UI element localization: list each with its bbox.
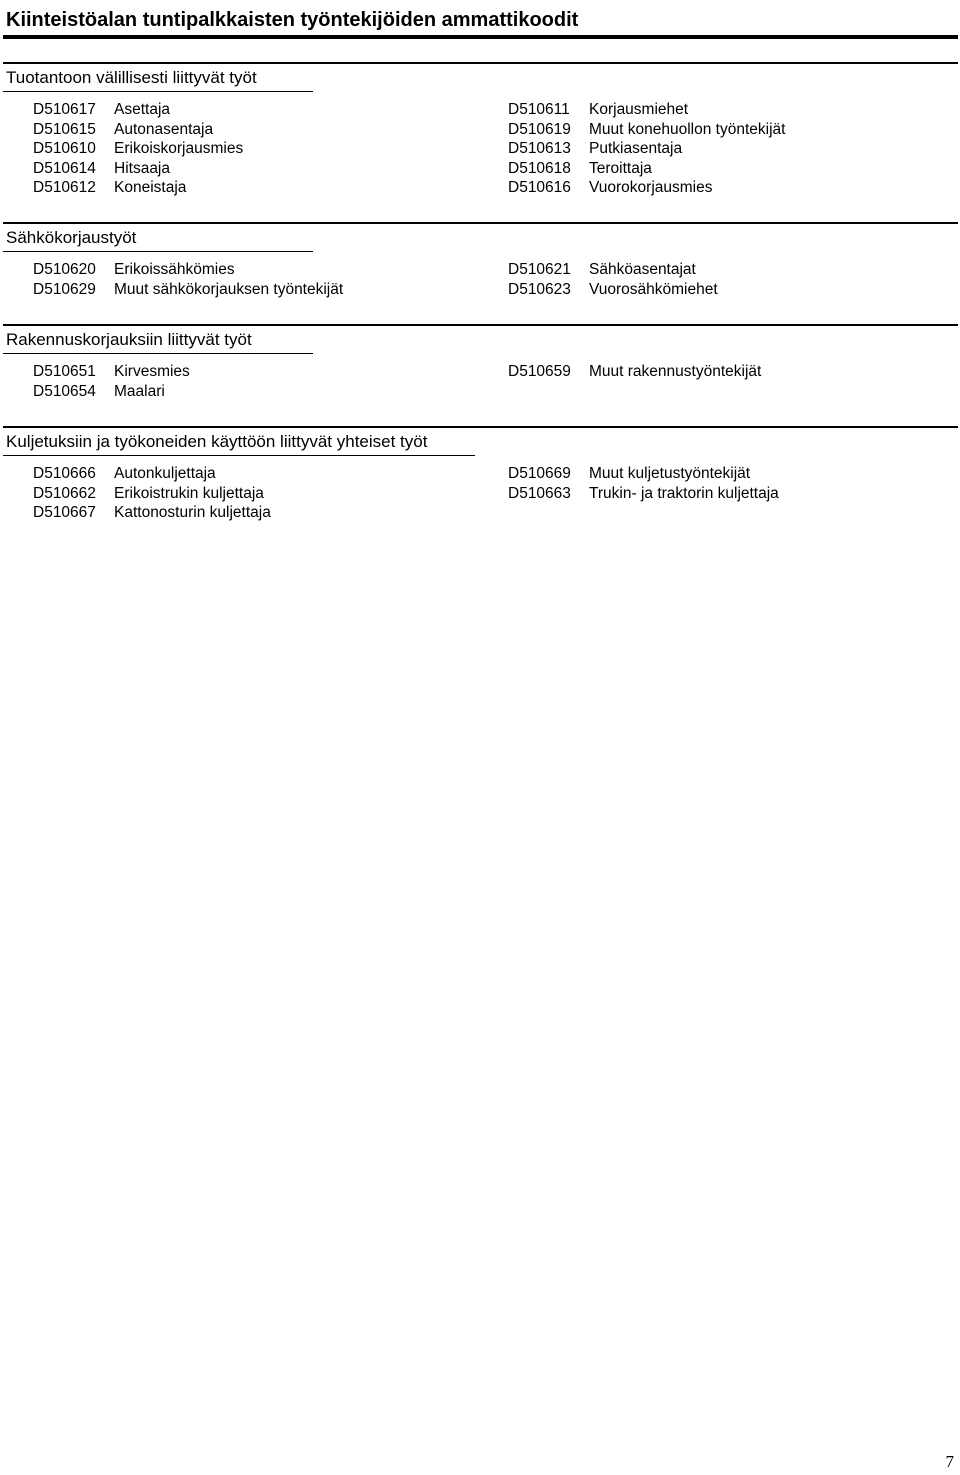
occupation-code: D510654: [33, 382, 96, 400]
list-item: [508, 100, 785, 120]
list-item: [508, 280, 718, 300]
section-divider: [3, 62, 958, 64]
occupation-label: Erikoiskorjausmies: [114, 140, 244, 157]
occupation-code: D510613: [508, 140, 571, 157]
section-transport-machinery: [3, 426, 958, 536]
occupation-code: D510662: [33, 484, 96, 502]
occupation-label: Trukin- ja traktorin kuljettaja: [589, 484, 779, 502]
list-item: [33, 484, 271, 504]
occupation-label: Kirvesmies: [114, 363, 190, 380]
occupation-label: Asettaja: [114, 101, 171, 118]
occupation-label: Putkiasentaja: [589, 140, 683, 157]
occupation-label: Autonkuljettaja: [114, 465, 216, 482]
occupation-label: Muut konehuollon työntekijät: [589, 120, 786, 138]
occupation-label: Hitsaaja: [114, 159, 170, 177]
occupation-label: Erikoistrukin kuljettaja: [114, 484, 264, 502]
list-item: [33, 139, 243, 159]
code-list-left: [33, 260, 343, 299]
list-item: [33, 100, 243, 120]
list-item: [508, 484, 779, 504]
occupation-label: Erikoissähkömies: [114, 261, 235, 278]
list-item: [33, 382, 190, 402]
heading-underline: [3, 251, 313, 252]
list-item: [33, 260, 343, 280]
list-item: [33, 159, 243, 179]
section-heading: Tuotantoon välillisesti liittyvät työt: [6, 68, 257, 87]
occupation-code: D510666: [33, 465, 96, 482]
code-list-right: [508, 260, 718, 299]
section-divider: [3, 324, 958, 326]
occupation-label: Sähköasentajat: [589, 261, 696, 278]
occupation-code: D510667: [33, 504, 96, 521]
section-heading: Rakennuskorjauksiin liittyvät työt: [6, 330, 252, 349]
occupation-code: D510669: [508, 465, 571, 482]
list-item: [508, 362, 761, 382]
occupation-label: Korjausmiehet: [589, 101, 689, 118]
code-list-left: [33, 464, 271, 523]
occupation-label: Koneistaja: [114, 179, 187, 196]
occupation-label: Muut kuljetustyöntekijät: [589, 465, 751, 482]
occupation-code: D510618: [508, 159, 571, 177]
section-divider: [3, 426, 958, 428]
list-item: [33, 178, 243, 198]
occupation-code: D510616: [508, 179, 571, 196]
list-item: [508, 159, 785, 179]
code-list-right: [508, 464, 779, 503]
occupation-label: Teroittaja: [589, 159, 652, 177]
occupation-code: D510623: [508, 280, 571, 298]
occupation-label: Autonasentaja: [114, 120, 214, 138]
occupation-code: D510659: [508, 363, 571, 380]
page-title: Kiinteistöalan tuntipalkkaisten työntekijöiden ammattikoodit: [6, 9, 579, 31]
heading-underline: [3, 455, 475, 456]
occupation-label: Kattonosturin kuljettaja: [114, 504, 271, 521]
occupation-code: D510617: [33, 101, 96, 118]
list-item: [508, 178, 785, 198]
occupation-code: D510611: [508, 101, 570, 118]
occupation-code: D510614: [33, 159, 96, 177]
occupation-code: D510615: [33, 120, 96, 138]
list-item: [33, 280, 343, 300]
occupation-code: D510663: [508, 484, 571, 502]
list-item: [33, 120, 243, 140]
list-item: [508, 139, 785, 159]
section-building-repair: [3, 324, 958, 414]
occupation-code: D510612: [33, 179, 96, 196]
occupation-code: D510610: [33, 140, 96, 157]
section-indirect-production: [3, 62, 958, 212]
list-item: [508, 260, 718, 280]
list-item: [33, 464, 271, 484]
code-list-right: [508, 362, 761, 382]
heading-underline: [3, 353, 313, 354]
occupation-label: Muut rakennustyöntekijät: [589, 363, 762, 380]
section-heading: Sähkökorjaustyöt: [6, 228, 137, 247]
occupation-code: D510651: [33, 363, 96, 380]
occupation-code: D510619: [508, 120, 571, 138]
occupation-code: D510629: [33, 280, 96, 298]
list-item: [508, 120, 785, 140]
page-number: 7: [945, 1452, 954, 1471]
list-item: [33, 503, 271, 523]
list-item: [33, 362, 190, 382]
heading-underline: [3, 91, 313, 92]
code-list-left: [33, 362, 190, 401]
section-electrical-repair: [3, 222, 958, 312]
occupation-label: Maalari: [114, 382, 165, 400]
occupation-code: D510620: [33, 261, 96, 278]
occupation-label: Vuorokorjausmies: [589, 179, 713, 196]
occupation-label: Muut sähkökorjauksen työntekijät: [114, 280, 344, 298]
occupation-label: Vuorosähkömiehet: [589, 280, 718, 298]
code-list-right: [508, 100, 785, 198]
section-heading: Kuljetuksiin ja työkoneiden käyttöön liittyvät yhteiset työt: [6, 432, 428, 451]
title-divider: [3, 35, 958, 39]
occupation-code: D510621: [508, 261, 571, 278]
section-divider: [3, 222, 958, 224]
code-list-left: [33, 100, 243, 198]
list-item: [508, 464, 779, 484]
